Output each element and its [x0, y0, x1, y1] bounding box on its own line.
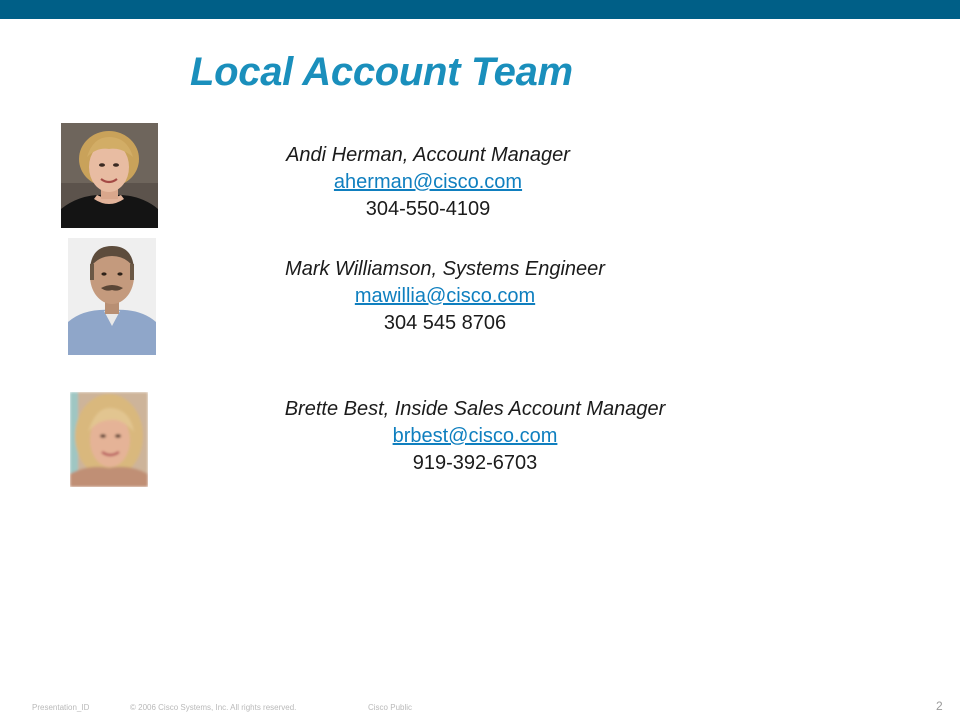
- slide-title: Local Account Team: [190, 50, 573, 94]
- top-banner-bar: [0, 0, 960, 19]
- contact-photo-brette-best: [70, 392, 148, 487]
- portrait-photo-icon: [61, 123, 158, 228]
- portrait-photo-icon: [70, 392, 148, 487]
- contact-block-brette-best: [225, 396, 725, 477]
- contact-name-role: Mark Williamson, Systems Engineer: [285, 258, 605, 280]
- contact-email-link[interactable]: aherman@cisco.com: [333, 171, 523, 193]
- contact-photo-andi-herman: [61, 123, 158, 228]
- footer-copyright: © 2006 Cisco Systems, Inc. All rights reserved.: [130, 703, 297, 712]
- contact-phone: 919-392-6703: [412, 452, 538, 474]
- contact-phone: 304-550-4109: [365, 198, 491, 220]
- footer-presentation-id: Presentation_ID: [32, 703, 90, 712]
- contact-email-link[interactable]: mawillia@cisco.com: [354, 285, 536, 307]
- contact-photo-mark-williamson: [68, 238, 156, 355]
- contact-email-link[interactable]: brbest@cisco.com: [392, 425, 558, 447]
- contact-phone: 304 545 8706: [383, 312, 507, 334]
- slide-page-number: 2: [936, 699, 943, 713]
- contact-block-mark-williamson: [195, 256, 695, 337]
- footer-classification: Cisco Public: [368, 703, 413, 712]
- contact-name-role: Brette Best, Inside Sales Account Manager: [284, 398, 666, 420]
- portrait-photo-icon: [68, 238, 156, 355]
- contact-block-andi-herman: [228, 142, 628, 223]
- contact-name-role: Andi Herman, Account Manager: [286, 144, 570, 166]
